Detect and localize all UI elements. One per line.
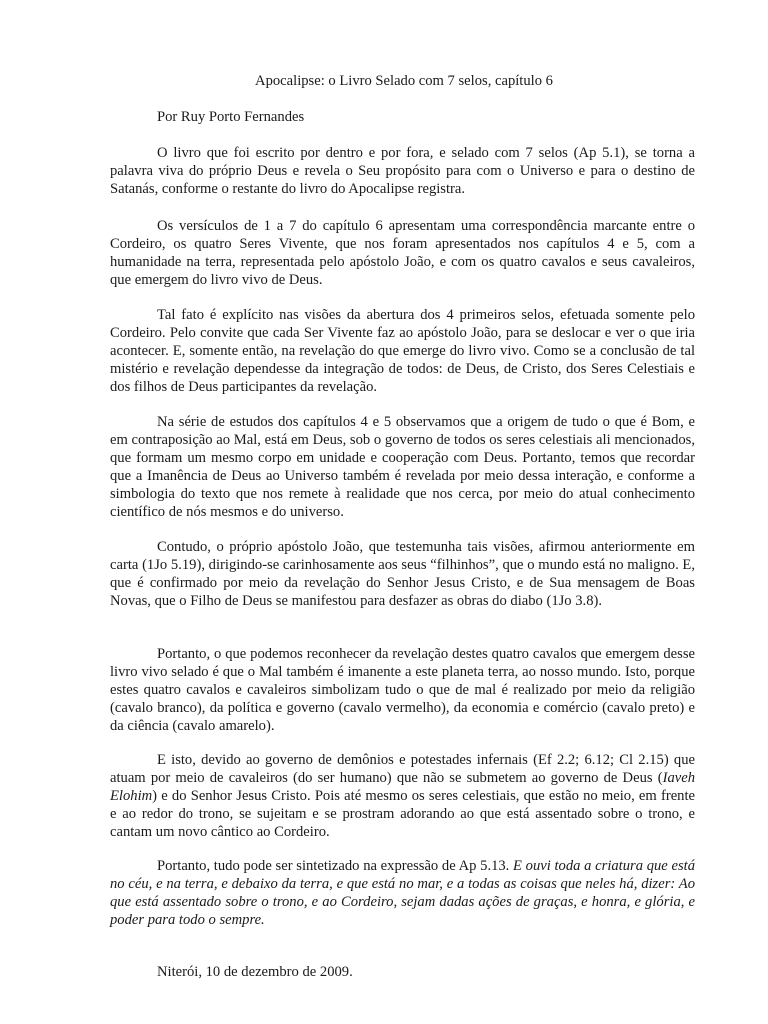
author-line: Por Ruy Porto Fernandes [157, 109, 305, 125]
paragraph-7-italic-name: Iaveh Elohim [110, 770, 695, 805]
paragraph-7 [110, 751, 695, 841]
paragraph-8-quote: E ouvi toda a criatura que está no céu, e na terra, e debaixo da terra, e que está no mar, e a todas as coisas que neles há, dizer: Ao que está assentado sobre o trono, e ao Cordeiro, sejam dadas ações de graças, e honra, e glória, e poder para todo o sempre. [110, 858, 695, 929]
paragraph-8-text: Portanto, tudo pode ser sintetizado na expressão de Ap 5.13. [157, 858, 514, 874]
paragraph-5 [110, 538, 695, 610]
paragraph-6-text: Portanto, o que podemos reconhecer da revelação destes quatro cavalos que emergem desse livro vivo selado é que o Mal também é imanente a este planeta terra, ao nosso mundo. Isto, porque estes quatro cavalos e cavaleiros simbolizam tudo o que de mal é realizado por meio da religião (cavalo branco), da política e governo (cavalo vermelho), da economia e comércio (cavalo preto) e da ciência (cavalo amarelo). [110, 646, 695, 735]
closing-date-line: Niterói, 10 de dezembro de 2009. [157, 964, 353, 980]
paragraph-7-text-start: E isto, devido ao governo de demônios e potestades infernais (Ef 2.2; 6.12; Cl 2.15) que atuam por meio de cavaleiros (do ser humano) que não se submetem ao governo de Deus ( [110, 752, 695, 787]
paragraph-6 [110, 645, 695, 735]
document-title: Apocalipse: o Livro Selado com 7 selos, capítulo 6 [255, 73, 553, 89]
paragraph-1 [110, 144, 695, 198]
paragraph-5-text: Contudo, o próprio apóstolo João, que testemunha tais visões, afirmou anteriormente em carta (1Jo 5.19), dirigindo-se carinhosamente aos seus “filhinhos”, que o mundo está no maligno. E, que é confirmado por meio da revelação do Senhor Jesus Cristo, e de Sua mensagem de Boas Novas, que o Filho de Deus se manifestou para desfazer as obras do diabo (1Jo 3.8). [110, 539, 695, 610]
paragraph-2 [110, 217, 695, 289]
paragraph-3-text: Tal fato é explícito nas visões da abertura dos 4 primeiros selos, efetuada somente pelo Cordeiro. Pelo convite que cada Ser Vivente faz ao apóstolo João, para se deslocar e ver o que iria acontecer. E, somente então, na revelação do que emerge do livro vivo. Como se a conclusão de tal mistério e revelação dependesse da integração de todos: de Deus, de Cristo, dos Seres Celestiais e dos filhos de Deus participantes da revelação. [110, 307, 695, 396]
paragraph-4-text: Na série de estudos dos capítulos 4 e 5 observamos que a origem de tudo o que é Bom, e em contraposição ao Mal, está em Deus, sob o governo de todos os seres celestiais ali mencionados, que formam um mesmo corpo em unidade e cooperação com Deus. Portanto, temos que recordar que a Imanência de Deus ao Universo também é revelada por meio dessa interação, e conforme a simbologia do texto que nos remete à realidade que nos cerca, por meio do atual conhecimento científico de nós mesmos e do universo. [110, 414, 695, 521]
paragraph-2-text: Os versículos de 1 a 7 do capítulo 6 apresentam uma correspondência marcante entre o Cordeiro, os quatro Seres Vivente, que nos foram apresentados nos capítulos 4 e 5, com a humanidade na terra, representada pelo apóstolo João, e com os quatro cavalos e seus cavaleiros, que emergem do livro vivo de Deus. [110, 218, 695, 289]
paragraph-1-text: O livro que foi escrito por dentro e por fora, e selado com 7 selos (Ap 5.1), se torna a palavra viva do próprio Deus e revela o Seu propósito para com o Universo e para o destino de Satanás, conforme o restante do livro do Apocalipse registra. [110, 145, 695, 198]
paragraph-8 [110, 857, 695, 929]
paragraph-4 [110, 413, 695, 522]
paragraph-7-text-end: ) e do Senhor Jesus Cristo. Pois até mesmo os seres celestiais, que estão no meio, em frente e ao redor do trono, se sujeitam e se prostram adorando ao que está assentado sobre o trono, e cantam um novo cântico ao Cordeiro. [110, 788, 695, 841]
paragraph-3 [110, 306, 695, 396]
